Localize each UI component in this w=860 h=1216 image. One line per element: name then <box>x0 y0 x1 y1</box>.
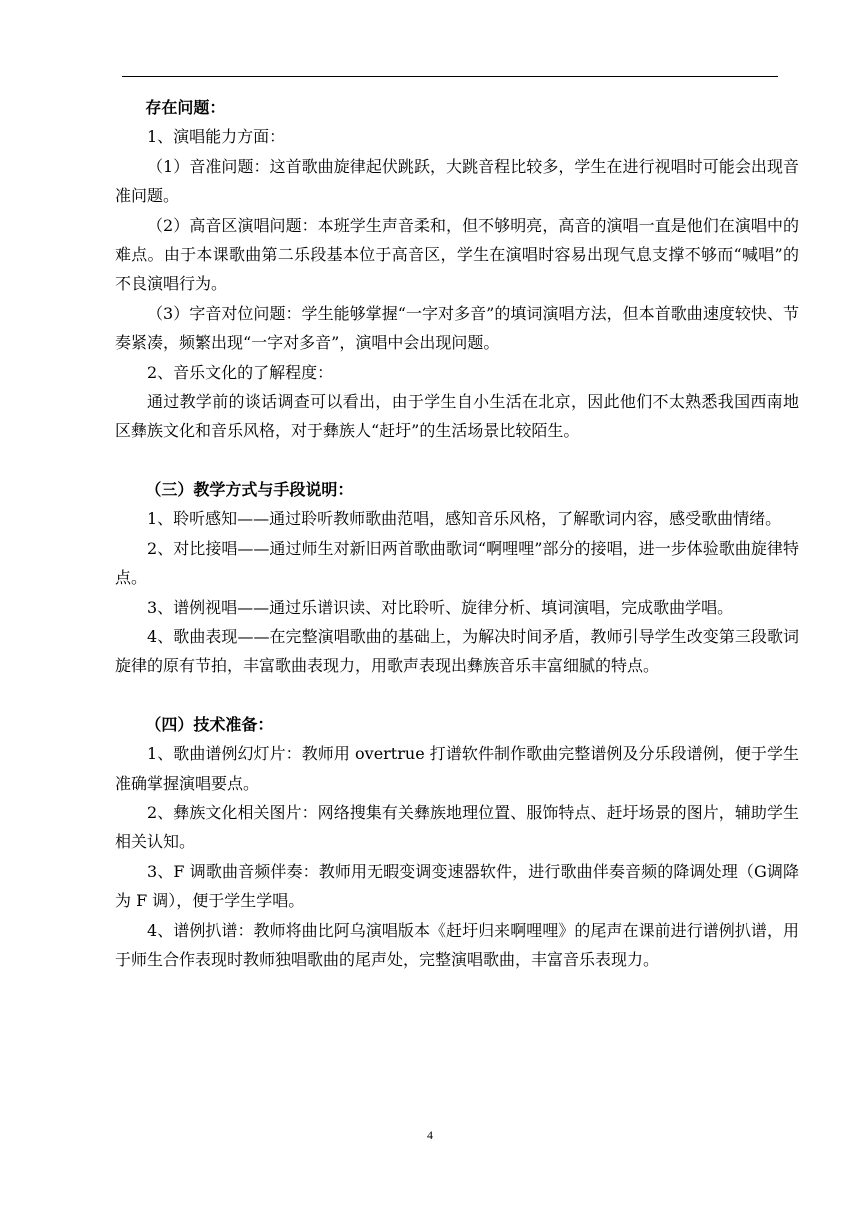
problems-heading: 存在问题： <box>145 98 226 117</box>
header-rule <box>122 76 778 77</box>
problems-item1-sub2: （2）高音区演唱问题：本班学生声音柔和，但不够明亮，高音的演唱一直是他们在演唱中的难点。由于本课歌曲第二乐段基本位于高音区，学生在演唱时容易出现气息支撑不够而“喊唱”的不良演唱行为。 <box>115 215 799 294</box>
methods-item: 4、歌曲表现——在完整演唱歌曲的基础上，为解决时间矛盾，教师引导学生改变第三段歌词旋律的原有节拍，丰富歌曲表现力，用歌声表现出彝族音乐丰富细腻的特点。 <box>115 626 799 676</box>
page-number: 4 <box>427 1128 433 1142</box>
tech-item: 2、彝族文化相关图片：网络搜集有关彝族地理位置、服饰特点、赶圩场景的图片，辅助学生相关认知。 <box>115 802 799 852</box>
tech-item: 1、歌曲谱例幻灯片：教师用 overtrue 打谱软件制作歌曲完整谱例及分乐段谱例，便于学生准确掌握演唱要点。 <box>115 744 799 793</box>
problems-item1-sub3: （3）字音对位问题：学生能够掌握“一字对多音”的填词演唱方法，但本首歌曲速度较快、节奏紧凑，频繁出现“一字对多音”，演唱中会出现问题。 <box>115 303 799 353</box>
problems-item2-text: 通过教学前的谈话调查可以看出，由于学生自小生活在北京，因此他们不太熟悉我国西南地区彝族文化和音乐风格，对于彝族人“赶圩”的生活场景比较陌生。 <box>115 392 799 441</box>
section-spacer <box>115 446 799 475</box>
tech-heading: （四）技术准备： <box>145 714 274 734</box>
section-spacer <box>115 681 799 710</box>
methods-item: 1、聆听感知——通过聆听教师歌曲范唱，感知音乐风格，了解歌词内容，感受歌曲情绪。 <box>147 509 782 529</box>
methods-item: 2、对比接唱——通过师生对新旧两首歌曲歌词“啊哩哩”部分的接唱，进一步体验歌曲旋律特点。 <box>115 538 799 588</box>
problems-item1-sub1: （1）音准问题：这首歌曲旋律起伏跳跃，大跳音程比较多，学生在进行视唱时可能会出现音准问题。 <box>115 156 799 206</box>
methods-item: 3、谱例视唱——通过乐谱识读、对比聆听、旋律分析、填词演唱，完成歌曲学唱。 <box>147 597 734 617</box>
tech-item: 3、F 调歌曲音频伴奏：教师用无暇变调变速器软件，进行歌曲伴奏音频的降调处理（G调降为 F 调），便于学生学唱。 <box>115 861 799 911</box>
tech-item: 4、谱例扒谱：教师将曲比阿乌演唱版本《赶圩归来啊哩哩》的尾声在课前进行谱例扒谱，用于师生合作表现时教师独唱歌曲的尾声处，完整演唱歌曲，丰富音乐表现力。 <box>115 920 799 969</box>
problems-item1-title: 1、演唱能力方面： <box>147 127 286 147</box>
document-body <box>115 93 799 974</box>
problems-item2-title: 2、音乐文化的了解程度： <box>147 362 334 382</box>
methods-heading: （三）教学方式与手段说明： <box>145 479 354 499</box>
